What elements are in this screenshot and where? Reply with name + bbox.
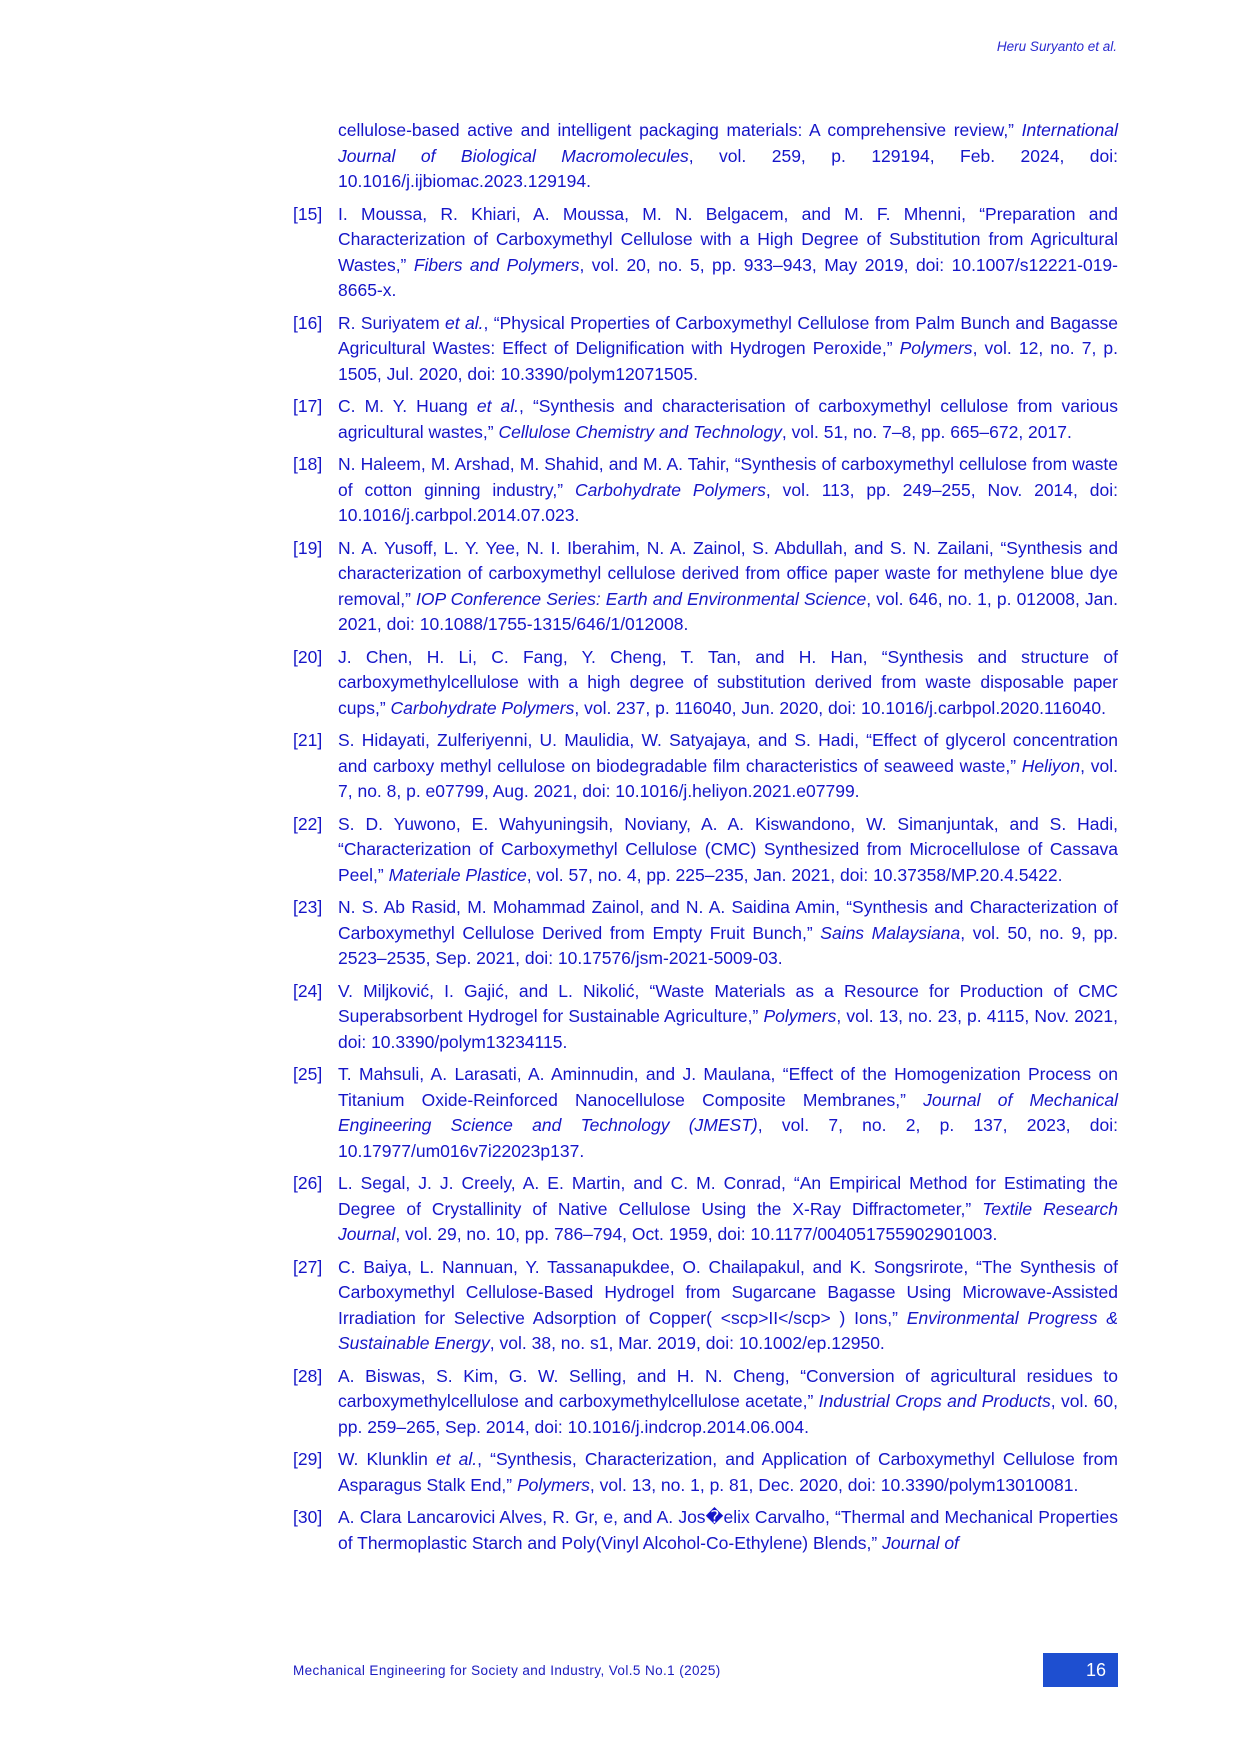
reference-item xyxy=(293,895,1118,972)
reference-item xyxy=(293,1364,1118,1441)
reference-number: [23] xyxy=(293,897,323,917)
reference-number: [18] xyxy=(293,454,323,474)
reference-text: I. Moussa, R. Khiari, A. Moussa, M. N. Belgacem, and M. F. Mhenni, “Preparation and Characterization of Carboxymethyl Cellulose with a High Degree of Substitution from Agricultural Wastes,” Fibers and Polymers, vol. 20, no. 5, pp. 933–943, May 2019, doi: 10.1007/s12221-019-8665-x. xyxy=(338,203,1118,300)
reference-number: [24] xyxy=(293,980,323,1001)
reference-item xyxy=(293,394,1118,445)
footer-journal-citation: Mechanical Engineering for Society and Industry, Vol.5 No.1 (2025) xyxy=(293,1663,721,1678)
reference-text: N. A. Yusoff, L. Y. Yee, N. I. Iberahim, N. A. Zainol, S. Abdullah, and S. N. Zailani, “Synthesis and characterization of carboxymethyl cellulose derived from office paper waste for methylene blue dye removal,” IOP Conference Series: Earth and Environmental Science, vol. 646, no. 1, p. 012008, Jan. 2021, doi: 10.1088/1755-1315/646/1/012008. xyxy=(338,537,1119,634)
reference-number: [29] xyxy=(293,1449,323,1469)
reference-number: [26] xyxy=(293,1173,323,1193)
reference-text: S. Hidayati, Zulferiyenni, U. Maulidia, W. Satyajaya, and S. Hadi, “Effect of glycerol concentration and carboxy methyl cellulose on biodegradable film characteristics of seaweed waste,” Heliyon, vol. 7, no. 8, p. e07799, Aug. 2021, doi: 10.1016/j.heliyon.2021.e07799. xyxy=(338,730,1118,801)
reference-item xyxy=(293,1447,1118,1498)
reference-item xyxy=(293,1171,1118,1248)
reference-item xyxy=(293,452,1118,529)
reference-text: cellulose-based active and intelligent packaging materials: A comprehensive review,” International Journal of Biological Macromolecules, vol. 259, p. 129194, Feb. 2024, doi: 10.1016/j.ijbiomac.2023.129194. xyxy=(338,120,1118,191)
reference-text: N. S. Ab Rasid, M. Mohammad Zainol, and N. A. Saidina Amin, “Synthesis and Characterization of Carboxymethyl Cellulose Derived from Empty Fruit Bunch,” Sains Malaysiana, vol. 50, no. 9, pp. 2523–2535, Sep. 2021, doi: 10.17576/jsm-2021-5009-03. xyxy=(338,897,1119,968)
reference-number: [21] xyxy=(293,730,323,750)
reference-number: [15] xyxy=(293,203,323,224)
reference-item xyxy=(293,645,1118,722)
reference-text: W. Klunklin et al., “Synthesis, Characterization, and Application of Carboxymethyl Cellulose from Asparagus Stalk End,” Polymers, vol. 13, no. 1, p. 81, Dec. 2020, doi: 10.3390/polym13010081. xyxy=(338,1449,1118,1495)
reference-text: S. D. Yuwono, E. Wahyuningsih, Noviany, A. A. Kiswandono, W. Simanjuntak, and S. Hadi, “Characterization of Carboxymethyl Cellulose (CMC) Synthesized from Microcellulose of Cassava Peel,” Materiale Plastice, vol. 57, no. 4, pp. 225–235, Jan. 2021, doi: 10.37358/MP.20.4.5422. xyxy=(338,813,1118,885)
reference-item xyxy=(293,118,1118,195)
reference-item xyxy=(293,979,1118,1056)
reference-text: A. Clara Lancarovici Alves, R. Gr, e, and A. Jos�elix Carvalho, “Thermal and Mechanical Properties of Thermoplastic Starch and Poly(Vinyl Alcohol-Co-Ethylene) Blends,” Journal of xyxy=(338,1507,1118,1553)
reference-number: [22] xyxy=(293,813,323,834)
page-number-badge xyxy=(1043,1653,1118,1687)
reference-text: T. Mahsuli, A. Larasati, A. Aminnudin, and J. Maulana, “Effect of the Homogenization Process on Titanium Oxide-Reinforced Nanocellulose Composite Membranes,” Journal of Mechanical Engineering Science and Technology (JMEST), vol. 7, no. 2, p. 137, 2023, doi: 10.17977/um016v7i22023p137. xyxy=(338,1064,1119,1161)
reference-text: R. Suriyatem et al., “Physical Properties of Carboxymethyl Cellulose from Palm Bunch and Bagasse Agricultural Wastes: Effect of Delignification with Hydrogen Peroxide,” Polymers, vol. 12, no. 7, p. 1505, Jul. 2020, doi: 10.3390/polym12071505. xyxy=(338,312,1119,384)
reference-list xyxy=(293,118,1118,1563)
reference-number: [28] xyxy=(293,1365,323,1386)
reference-number: [16] xyxy=(293,312,323,333)
reference-item xyxy=(293,1062,1118,1164)
reference-item xyxy=(293,728,1118,805)
reference-number: [27] xyxy=(293,1256,323,1277)
reference-item xyxy=(293,1505,1118,1556)
reference-number: [30] xyxy=(293,1507,323,1527)
reference-number: [25] xyxy=(293,1064,323,1084)
reference-number: [17] xyxy=(293,396,323,416)
reference-text: C. M. Y. Huang et al., “Synthesis and characterisation of carboxymethyl cellulose from various agricultural wastes,” Cellulose Chemistry and Technology, vol. 51, no. 7–8, pp. 665–672, 2017. xyxy=(338,396,1118,442)
reference-text: L. Segal, J. J. Creely, A. E. Martin, and C. M. Conrad, “An Empirical Method for Estimating the Degree of Crystallinity of Native Cellulose Using the X-Ray Diffractometer,” Textile Research Journal, vol. 29, no. 10, pp. 786–794, Oct. 1959, doi: 10.1177/004051755902901003. xyxy=(338,1173,1118,1244)
reference-number: [19] xyxy=(293,537,323,558)
reference-text: A. Biswas, S. Kim, G. W. Selling, and H. N. Cheng, “Conversion of agricultural residues to carboxymethylcellulose and carboxymethylcellulose acetate,” Industrial Crops and Products, vol. 60, pp. 259–265, Sep. 2014, doi: 10.1016/j.indcrop.2014.06.004. xyxy=(338,1365,1118,1437)
running-header-author: Heru Suryanto et al. xyxy=(996,39,1117,54)
reference-item xyxy=(293,202,1118,304)
page-number: 16 xyxy=(1085,1659,1106,1680)
reference-number: [20] xyxy=(293,646,323,667)
reference-text: J. Chen, H. Li, C. Fang, Y. Cheng, T. Tan, and H. Han, “Synthesis and structure of carboxymethylcellulose with a high degree of substitution derived from waste disposable paper cups,” Carbohydrate Polymers, vol. 237, p. 116040, Jun. 2020, doi: 10.1016/j.carbpol.2020.116040. xyxy=(338,646,1118,718)
reference-item xyxy=(293,1255,1118,1357)
reference-item xyxy=(293,536,1118,638)
reference-text: N. Haleem, M. Arshad, M. Shahid, and M. A. Tahir, “Synthesis of carboxymethyl cellulose from waste of cotton ginning industry,” Carbohydrate Polymers, vol. 113, pp. 249–255, Nov. 2014, doi: 10.1016/j.carbpol.2014.07.023. xyxy=(338,454,1118,525)
reference-item xyxy=(293,812,1118,889)
reference-item xyxy=(293,311,1118,388)
reference-text: V. Miljković, I. Gajić, and L. Nikolić, “Waste Materials as a Resource for Production of CMC Superabsorbent Hydrogel for Sustainable Agriculture,” Polymers, vol. 13, no. 23, p. 4115, Nov. 2021, doi: 10.3390/polym13234115. xyxy=(338,980,1118,1052)
reference-text: C. Baiya, L. Nannuan, Y. Tassanapukdee, O. Chailapakul, and K. Songsrirote, “The Synthesis of Carboxymethyl Cellulose-Based Hydrogel from Sugarcane Bagasse Using Microwave-Assisted Irradiation for Selective Adsorption of Copper( <scp>II</scp> ) Ions,” Environmental Progress & Sustainable Energy, vol. 38, no. s1, Mar. 2019, doi: 10.1002/ep.12950. xyxy=(338,1256,1118,1353)
